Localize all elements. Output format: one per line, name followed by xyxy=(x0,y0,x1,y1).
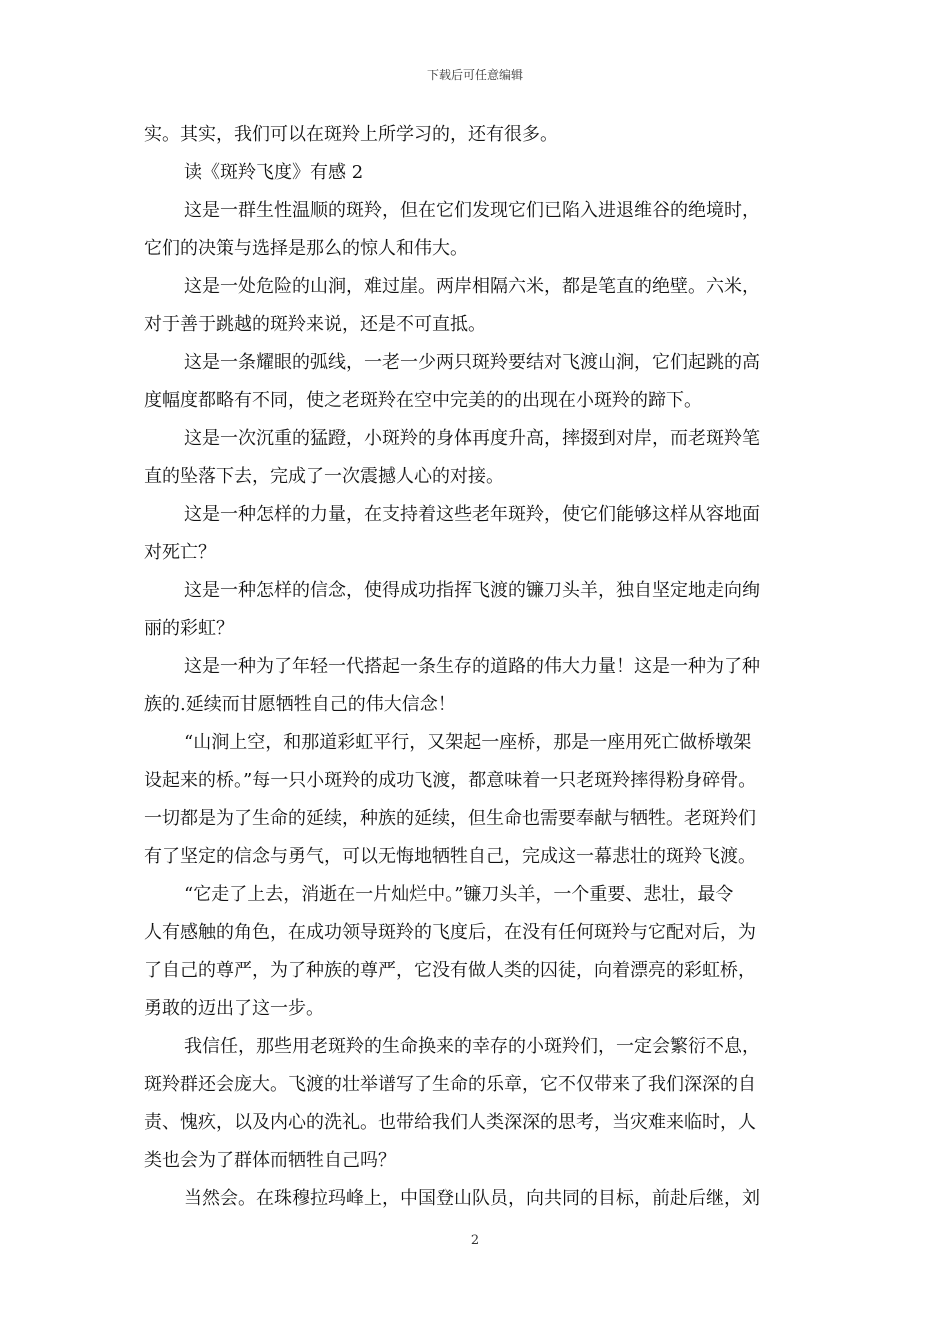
text-line: 实。其实，我们可以在斑羚上所学习的，还有很多。 xyxy=(144,124,558,145)
text-line: 勇敢的迈出了这一步。 xyxy=(144,998,324,1019)
document-body xyxy=(144,116,812,1218)
text-line: “它走了上去，消逝在一片灿烂中。”镰刀头羊，一个重要、悲壮，最令 xyxy=(184,884,734,905)
text-line: 这是一群生性温顺的斑羚，但在它们发现它们已陷入进退维谷的绝境时， xyxy=(184,200,760,221)
text-line: 斑羚群还会庞大。飞渡的壮举谱写了生命的乐章，它不仅带来了我们深深的自 xyxy=(144,1074,756,1095)
text-line: 对死亡？ xyxy=(144,542,216,563)
text-line: 我信任，那些用老斑羚的生命换来的幸存的小斑羚们，一定会繁衍不息， xyxy=(184,1036,760,1057)
text-line: 这是一种怎样的信念，使得成功指挥飞渡的镰刀头羊，独自坚定地走向绚 xyxy=(184,580,760,601)
page-header: 下载后可任意编辑 xyxy=(426,68,523,82)
text-line: 了自己的尊严，为了种族的尊严，它没有做人类的囚徒，向着漂亮的彩虹桥， xyxy=(144,960,756,981)
text-line: 对于善于跳越的斑羚来说，还是不可直抵。 xyxy=(144,314,486,335)
text-line: 这是一条耀眼的弧线，一老一少两只斑羚要结对飞渡山涧，它们起跳的高 xyxy=(184,352,760,373)
text-line: 这是一种为了年轻一代搭起一条生存的道路的伟大力量！这是一种为了种 xyxy=(184,656,760,677)
text-line: 责、愧疚，以及内心的洗礼。也带给我们人类深深的思考，当灾难来临时，人 xyxy=(144,1112,756,1133)
text-line: 度幅度都略有不同，使之老斑羚在空中完美的的出现在小斑羚的蹄下。 xyxy=(144,390,702,411)
text-line: 读《斑羚飞度》有感 2 xyxy=(184,162,364,183)
text-line: 这是一次沉重的猛蹬，小斑羚的身体再度升高，摔掇到对岸，而老斑羚笔 xyxy=(184,428,760,449)
text-line: 它们的决策与选择是那么的惊人和伟大。 xyxy=(144,238,468,259)
text-line: 直的坠落下去，完成了一次震撼人心的对接。 xyxy=(144,466,504,487)
text-line: 类也会为了群体而牺牲自己吗？ xyxy=(144,1150,396,1171)
text-line: 当然会。在珠穆拉玛峰上，中国登山队员，向共同的目标，前赴后继，刘 xyxy=(184,1188,760,1209)
text-line: 人有感触的角色，在成功领导斑羚的飞度后，在没有任何斑羚与它配对后，为 xyxy=(144,922,756,943)
text-line: 这是一种怎样的力量，在支持着这些老年斑羚，使它们能够这样从容地面 xyxy=(184,504,760,525)
text-line: 这是一处危险的山涧，难过崖。两岸相隔六米，都是笔直的绝壁。六米， xyxy=(184,276,760,297)
text-line: 有了坚定的信念与勇气，可以无悔地牺牲自己，完成这一幕悲壮的斑羚飞渡。 xyxy=(144,846,756,867)
text-line: 设起来的桥。”每一只小斑羚的成功飞渡，都意味着一只老斑羚摔得粉身碎骨。 xyxy=(144,770,757,791)
text-line: 丽的彩虹？ xyxy=(144,618,234,639)
text-line: 族的.延续而甘愿牺牲自己的伟大信念！ xyxy=(144,694,456,715)
page-number: 2 xyxy=(470,1233,480,1248)
text-line: 一切都是为了生命的延续，种族的延续，但生命也需要奉献与牺牲。老斑羚们 xyxy=(144,808,756,829)
text-line: “山涧上空，和那道彩虹平行，又架起一座桥，那是一座用死亡做桥墩架 xyxy=(184,732,752,753)
